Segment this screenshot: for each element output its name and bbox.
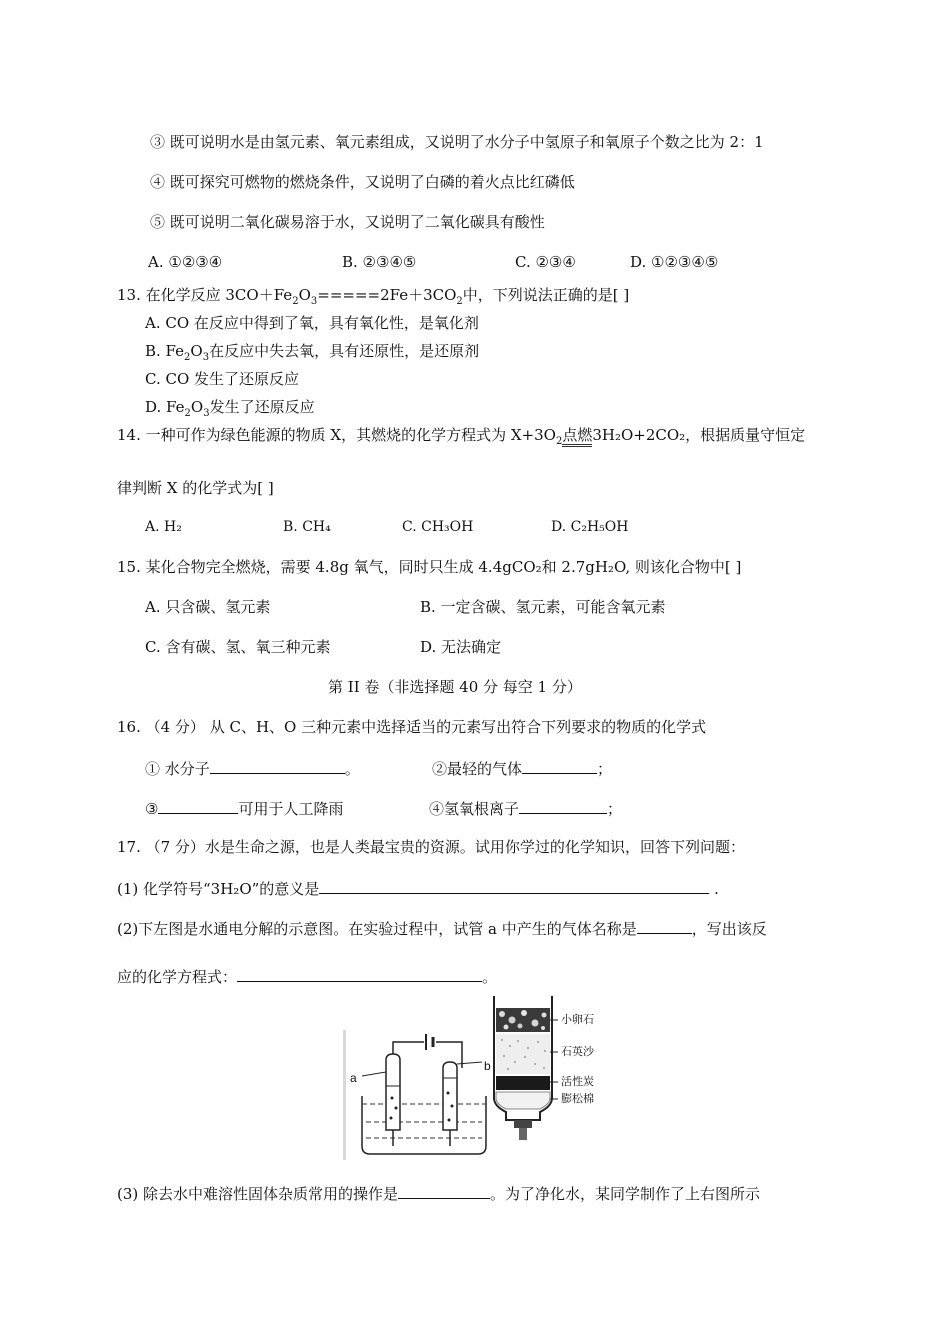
q12-item-4: ④ 既可探究可燃物的燃烧条件，又说明了白磷的着火点比红磷低 <box>150 173 575 191</box>
q14-stem-prefix: 14. 一种可作为绿色能源的物质 X，其燃烧的化学方程式为 X+3O <box>117 426 556 444</box>
q13-stem: 13. 在化学反应 $3CO+Fe_2O_3=====2Fe+3CO_2$中，下列说法正确的是[ ] <box>117 286 630 307</box>
q12-item-3: ③ 既可说明水是由氢元素、氧元素组成，又说明了水分子中氢原子和氧原子个数之比为 2：1 <box>150 133 764 151</box>
q16-item-2 <box>432 757 612 779</box>
q17-answer-blank-3[interactable] <box>237 965 482 982</box>
q14-stem-suffix: 3H₂O+2CO₂，根据质量守恒定 <box>592 426 806 444</box>
pebbles-label: 小卵石 <box>561 1013 594 1026</box>
q13-option-c: C. CO 发生了还原反应 <box>145 370 300 388</box>
q12-option-a: A. ①②③④ <box>148 253 223 271</box>
q17-part-3-end: 。为了净化水，某同学制作了上右图所示 <box>490 1185 761 1203</box>
q13-option-b-text: 在反应中失去氧，具有还原性，是还原剂 <box>209 342 480 360</box>
q13-option-d: D. $Fe_2O_3$发生了还原反应 <box>145 398 315 419</box>
tube-a-label: a <box>350 1071 357 1085</box>
q15-option-c: C. 含有碳、氢、氧三种元素 <box>145 638 331 656</box>
q16-answer-blank-1[interactable] <box>210 757 345 774</box>
q16-item-3 <box>145 797 343 819</box>
q16-item-1-end: 。 <box>344 760 360 778</box>
q16-answer-blank-3[interactable] <box>158 797 238 814</box>
q16-stem: 16. （4 分） 从 C、H、O 三种元素中选择适当的元素写出符合下列要求的物质的化学式 <box>117 718 707 736</box>
q16-item-4-label: ④氢氧根离子 <box>429 800 520 818</box>
q15-option-b: B. 一定含碳、氢元素，可能含氧元素 <box>420 598 666 616</box>
section-2-title: 第 II 卷（非选择题 40 分 每空 1 分） <box>328 678 582 696</box>
quartz-sand-label: 石英沙 <box>561 1045 594 1058</box>
q17-part-1-text: (1) 化学符号“3H₂O”的意义是 <box>117 880 320 898</box>
q16-item-4-end: ； <box>607 800 623 818</box>
q12-option-b: B. ②③④⑤ <box>342 253 417 271</box>
q16-item-1-label: ① 水分子 <box>145 760 210 778</box>
q13-stem-prefix: 13. 在化学反应 3CO＋Fe <box>117 286 293 304</box>
q14-option-a: A. H₂ <box>145 519 182 535</box>
q16-answer-blank-4[interactable] <box>519 797 607 814</box>
q17-answer-blank-2[interactable] <box>637 917 692 934</box>
q13-stem-mid: =====2Fe＋3CO <box>317 286 457 304</box>
electrolysis-figure <box>340 1028 500 1163</box>
q16-item-3-text: 可用于人工降雨 <box>238 800 344 818</box>
q14-stem-line2: 律判断 X 的化学式为[ ] <box>117 479 274 497</box>
q12-option-c: C. ②③④ <box>515 253 576 271</box>
q13-option-b: B. $Fe_2O_3$在反应中失去氧，具有还原性，是还原剂 <box>145 342 480 363</box>
q17-part-2-end: ，写出该反 <box>691 920 767 938</box>
q13-stem-suffix: 中，下列说法正确的是[ ] <box>462 286 630 304</box>
q14-option-c: C. CH₃OH <box>402 519 474 535</box>
q14-reaction-condition: 点燃 <box>562 426 592 447</box>
q16-item-2-end: ； <box>597 760 613 778</box>
q17-part-1-end: . <box>714 880 719 898</box>
q12-item-5: ⑤ 既可说明二氧化碳易溶于水，又说明了二氧化碳具有酸性 <box>150 213 545 231</box>
q14-option-d: D. C₂H₅OH <box>551 519 629 535</box>
water-filter-figure <box>488 996 558 1146</box>
q17-part-1 <box>117 877 719 899</box>
q17-part-2-line2 <box>117 965 497 987</box>
cotton-label: 膨松棉 <box>561 1092 594 1105</box>
q17-answer-blank-4[interactable] <box>398 1182 490 1199</box>
q17-part-3-text: (3) 除去水中难溶性固体杂质常用的操作是 <box>117 1185 399 1203</box>
q14-option-b: B. CH₄ <box>283 519 331 535</box>
q16-item-1 <box>145 757 360 779</box>
q17-stem: 17. （7 分）水是生命之源，也是人类最宝贵的资源。试用你学过的化学知识，回答下列问题： <box>117 838 745 856</box>
q16-item-2-label: ②最轻的气体 <box>432 760 523 778</box>
q13-option-a: A. CO 在反应中得到了氧，具有氧化性，是氧化剂 <box>145 314 479 332</box>
q13-option-d-text: 发生了还原反应 <box>209 398 315 416</box>
q17-part-2 <box>117 917 767 939</box>
activated-carbon-label: 活性炭 <box>561 1075 594 1088</box>
q15-option-d: D. 无法确定 <box>420 638 502 656</box>
q17-answer-blank-1[interactable] <box>319 877 709 894</box>
q14-stem: 14. 一种可作为绿色能源的物质 X，其燃烧的化学方程式为 $X+3O_2$点燃3H₂O+2CO₂，根据质量守恒定 <box>117 426 806 447</box>
q16-item-4 <box>429 797 622 819</box>
q15-stem: 15. 某化合物完全燃烧，需要 4.8g 氧气，同时只生成 4.4gCO₂和 2.7gH₂O, 则该化合物中[ ] <box>117 558 742 576</box>
q12-option-d: D. ①②③④⑤ <box>630 253 719 271</box>
q17-part-2-line2-text: 应的化学方程式： <box>117 968 238 986</box>
q17-part-3 <box>117 1182 760 1204</box>
q17-part-2-line2-end: 。 <box>482 968 498 986</box>
tube-b-label: b <box>484 1059 491 1073</box>
q16-answer-blank-2[interactable] <box>522 757 597 774</box>
q15-option-a: A. 只含碳、氢元素 <box>145 598 271 616</box>
q17-part-2-text: (2)下左图是水通电分解的示意图。在实验过程中，试管 a 中产生的气体名称是 <box>117 920 637 938</box>
q16-item-3-label: ③ <box>145 800 159 818</box>
